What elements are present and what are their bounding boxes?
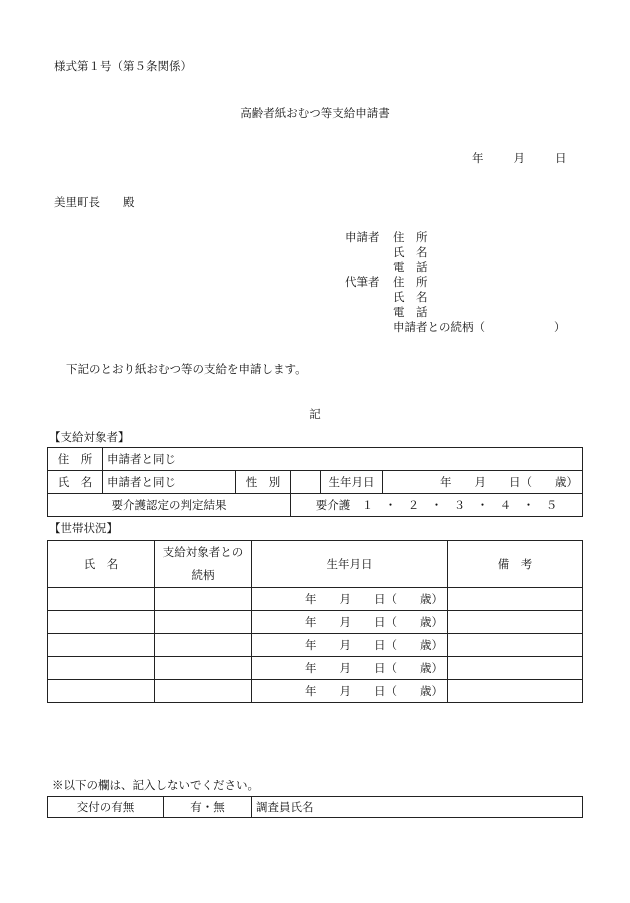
applicant-phone-label: 電 話 bbox=[393, 260, 428, 274]
proxy-label: 代筆者 bbox=[345, 275, 380, 289]
recipient-sex-label: 性 別 bbox=[236, 471, 291, 494]
addressee: 美里町長 殿 bbox=[54, 195, 135, 209]
household-col-relation bbox=[155, 541, 252, 588]
document-title: 高齢者紙おむつ等支給申請書 bbox=[240, 106, 390, 120]
issued-options: 有・無 bbox=[164, 797, 252, 818]
household-dob-cell[interactable]: 年 月 日（ 歳） bbox=[252, 588, 448, 611]
care-level-label: 要介護認定の判定結果 bbox=[48, 494, 291, 517]
household-notes-cell[interactable] bbox=[448, 657, 583, 680]
recipient-dob-label: 生年月日 bbox=[321, 471, 383, 494]
ki-heading: 記 bbox=[309, 407, 321, 421]
household-relation-cell[interactable] bbox=[155, 611, 252, 634]
date-month: 月 bbox=[513, 151, 525, 165]
household-name-cell[interactable] bbox=[48, 611, 155, 634]
recipient-table bbox=[47, 447, 583, 517]
recipient-name-value: 申請者と同じ bbox=[103, 471, 236, 494]
household-name-cell[interactable] bbox=[48, 634, 155, 657]
applicant-address-label: 住 所 bbox=[393, 230, 428, 244]
household-col-relation-line1: 支給対象者との bbox=[162, 545, 244, 559]
household-name-cell[interactable] bbox=[48, 657, 155, 680]
office-use-note: ※以下の欄は、記入しないでください。 bbox=[52, 778, 259, 792]
proxy-relation-label: 申請者との続柄（ ） bbox=[393, 320, 566, 334]
household-name-cell[interactable] bbox=[48, 680, 155, 703]
application-statement: 下記のとおり紙おむつ等の支給を申請します。 bbox=[66, 362, 307, 376]
household-name-cell[interactable] bbox=[48, 588, 155, 611]
proxy-name-label: 氏 名 bbox=[393, 290, 428, 304]
applicant-name-label: 氏 名 bbox=[393, 245, 428, 259]
household-dob-cell[interactable]: 年 月 日（ 歳） bbox=[252, 634, 448, 657]
household-dob-cell[interactable]: 年 月 日（ 歳） bbox=[252, 680, 448, 703]
household-notes-cell[interactable] bbox=[448, 680, 583, 703]
household-heading: 【世帯状況】 bbox=[49, 521, 118, 535]
table-row bbox=[48, 634, 583, 657]
date-line bbox=[472, 150, 567, 166]
table-row bbox=[48, 657, 583, 680]
household-col-dob: 生年月日 bbox=[252, 541, 448, 588]
office-use-table bbox=[47, 796, 583, 818]
table-row bbox=[48, 588, 583, 611]
date-day: 日 bbox=[555, 151, 567, 165]
household-relation-cell[interactable] bbox=[155, 680, 252, 703]
household-notes-cell[interactable] bbox=[448, 634, 583, 657]
household-relation-cell[interactable] bbox=[155, 588, 252, 611]
household-table bbox=[47, 540, 583, 703]
recipient-name-label: 氏 名 bbox=[48, 471, 103, 494]
care-level-options[interactable]: 要介護 １ ・ ２ ・ ３ ・ ４ ・ ５ bbox=[291, 494, 583, 517]
inspector-name-label: 調査員氏名 bbox=[252, 797, 583, 818]
proxy-phone-label: 電 話 bbox=[393, 305, 428, 319]
table-row bbox=[48, 680, 583, 703]
household-dob-cell[interactable]: 年 月 日（ 歳） bbox=[252, 657, 448, 680]
household-notes-cell[interactable] bbox=[448, 588, 583, 611]
household-col-name: 氏 名 bbox=[48, 541, 155, 588]
household-relation-cell[interactable] bbox=[155, 634, 252, 657]
recipient-sex-value[interactable] bbox=[291, 471, 321, 494]
date-year: 年 bbox=[472, 151, 484, 165]
form-number: 様式第１号（第５条関係） bbox=[54, 59, 192, 73]
recipient-address-value: 申請者と同じ bbox=[103, 448, 583, 471]
household-dob-cell[interactable]: 年 月 日（ 歳） bbox=[252, 611, 448, 634]
issued-label: 交付の有無 bbox=[48, 797, 164, 818]
household-relation-cell[interactable] bbox=[155, 657, 252, 680]
applicant-label: 申請者 bbox=[345, 230, 380, 244]
household-col-relation-line2: 続柄 bbox=[191, 568, 215, 582]
table-row bbox=[48, 611, 583, 634]
household-col-notes: 備 考 bbox=[448, 541, 583, 588]
recipient-heading: 【支給対象者】 bbox=[49, 430, 130, 444]
recipient-dob-value[interactable]: 年 月 日（ 歳） bbox=[383, 471, 583, 494]
recipient-address-label: 住 所 bbox=[48, 448, 103, 471]
household-notes-cell[interactable] bbox=[448, 611, 583, 634]
proxy-address-label: 住 所 bbox=[393, 275, 428, 289]
